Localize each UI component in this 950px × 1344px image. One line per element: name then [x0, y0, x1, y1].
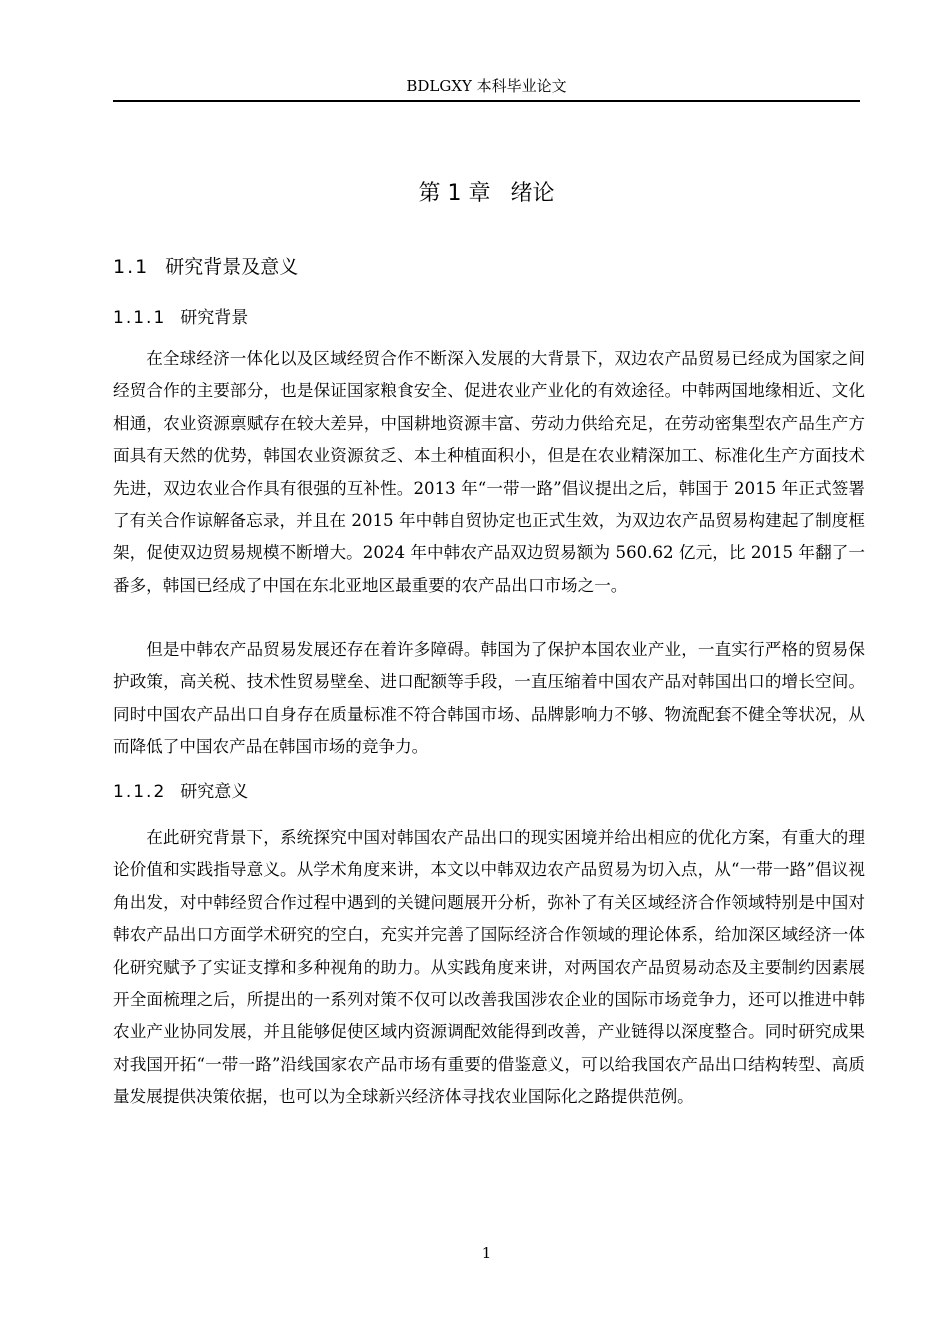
- chapter-title: 绪论: [510, 181, 555, 206]
- section-heading: [113, 253, 298, 281]
- subsection-title: 研究意义: [180, 782, 249, 802]
- subsection-title: 研究背景: [180, 308, 249, 328]
- section-number: 1.1: [113, 256, 150, 278]
- subsection-heading-background: [113, 305, 248, 331]
- subsection-number: 1.1.2: [113, 782, 167, 802]
- body-paragraph: 但是中韩农产品贸易发展还存在着许多障碍。韩国为了保护本国农业产业，一直实行严格的贸易保护政策，高关税、技术性贸易壁垒、进口配额等手段，一直压缩着中国农产品对韩国出口的增长空间。同时中国农产品出口自身存在质量标准不符合韩国市场、品牌影响力不够、物流配套不健全等状况，从而降低了中国农产品在韩国市场的竞争力。: [113, 640, 865, 757]
- body-paragraph: 在全球经济一体化以及区域经贸合作不断深入发展的大背景下，双边农产品贸易已经成为国家之间经贸合作的主要部分，也是保证国家粮食安全、促进农业产业化的有效途径。中韩两国地缘相近、文化相通，农业资源禀赋存在较大差异，中国耕地资源丰富、劳动力供给充足，在劳动密集型农产品生产方面具有天然的优势，韩国农业资源贫乏、本土种植面积小，但是在农业精深加工、标准化生产方面技术先进，双边农业合作具有很强的互补性。2013 年“一带一路”倡议提出之后，韩国于 2015 年正式签署了有关合作谅解备忘录，并且在 2015 年中韩自贸协定也正式生效，为双边农产品贸易构建起了制度框架，促使双边贸易规模不断增大。2024 年中韩农产品双边贸易额为 560.62 亿元，比 2015 年翻了一番多，韩国已经成了中国在东北亚地区最重要的农产品出口市场之一。: [113, 349, 865, 595]
- chapter-heading: [113, 178, 860, 210]
- chapter-number: 第 1 章: [418, 181, 491, 206]
- subsection-heading-significance: [113, 779, 248, 805]
- section-title: 研究背景及意义: [165, 256, 299, 278]
- header-divider: [113, 100, 860, 102]
- page-number: 1: [481, 1244, 492, 1262]
- running-header: BDLGXY 本科毕业论文: [406, 77, 567, 95]
- body-paragraph: 在此研究背景下，系统探究中国对韩国农产品出口的现实困境并给出相应的优化方案，有重大的理论价值和实践指导意义。从学术角度来讲，本文以中韩双边农产品贸易为切入点，从“一带一路”倡议视角出发，对中韩经贸合作过程中遇到的关键问题展开分析，弥补了有关区域经济合作领域特别是中国对韩农产品出口方面学术研究的空白，充实并完善了国际经济合作领域的理论体系，给加深区域经济一体化研究赋予了实证支撑和多种视角的助力。从实践角度来讲，对两国农产品贸易动态及主要制约因素展开全面梳理之后，所提出的一系列对策不仅可以改善我国涉农企业的国际市场竞争力，还可以推进中韩农业产业协同发展，并且能够促使区域内资源调配效能得到改善，产业链得以深度整合。同时研究成果对我国开拓“一带一路”沿线国家农产品市场有重要的借鉴意义，可以给我国农产品出口结构转型、高质量发展提供决策依据，也可以为全球新兴经济体寻找农业国际化之路提供范例。: [113, 828, 865, 1107]
- subsection-number: 1.1.1: [113, 308, 167, 328]
